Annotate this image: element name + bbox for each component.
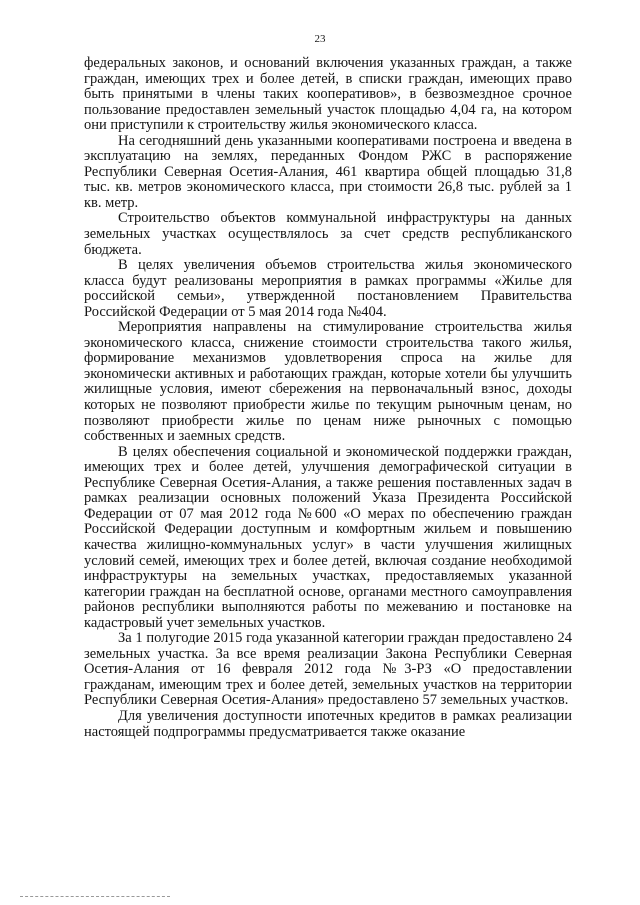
paragraph-3: Строительство объектов коммунальной инфраструктуры на данных земельных участках осуществлялось за счет средств республиканского бюджета. (84, 210, 572, 258)
page-number: 23 (314, 33, 326, 45)
paragraph-4: В целях увеличения объемов строительства жилья экономического класса будут реализованы мероприятия в рамках программы «Жилье для российской семьи», утвержденной постановлением Правительства Российской Федерации от 5 мая 2014 года №404. (84, 257, 572, 320)
footer-scan-line (20, 896, 170, 897)
document-body (84, 56, 572, 740)
paragraph-5: Мероприятия направлены на стимулирование строительства жилья экономического класса, снижение стоимости строительства такого жилья, формирование механизмов удовлетворения спроса на жилье для экономически активных и работающих граждан, которые хотели бы улучшить жилищные условия, имеют сбережения на первоначальный взнос, доходы которых не позволяют приобрести жилье по текущим рыночным ценам, но позволяют приобрести жилье по ценам ниже рыночных с помощью собственных и заемных средств. (84, 319, 572, 445)
paragraph-7: За 1 полугодие 2015 года указанной категории граждан предоставлено 24 земельных участка. За все время реализации Закона Республики Северная Осетия-Алания от 16 февраля 2012 года №3-РЗ «О предоставлении гражданам, имеющим трех и более детей, земельных участков на территории Республики Северная Осетия-Алания» предоставлено 57 земельных участков. (84, 630, 572, 709)
paragraph-8: Для увеличения доступности ипотечных кредитов в рамках реализации настоящей подпрограммы предусматривается также оказание (84, 707, 572, 740)
paragraph-1: федеральных законов, и оснований включения указанных граждан, а также граждан, имеющих трех и более детей, в списки граждан, имеющих право быть принятыми в члены таких кооперативов», в безвозмездное срочное пользование предоставлен земельный участок площадью 4,04 га, на котором они приступили к строительству жилья экономического класса. (84, 55, 572, 134)
paragraph-6: В целях обеспечения социальной и экономической поддержки граждан, имеющих трех и более детей, улучшения демографической ситуации в Республике Северная Осетия-Алания, а также решения поставленных задач в рамках реализации основных положений Указа Президента Российской Федерации от 07 мая 2012 года №600 «О мерах по обеспечению граждан Российской Федерации доступным и комфортным жильем и повышению качества жилищно-коммунальных услуг» в части улучшения жилищных условий семей, имеющих трех и более детей, включая создание необходимой инфраструктуры на земельных участках, предоставляемых указанной категории граждан на бесплатной основе, органами местного самоуправления районов республики выполняются работы по межеванию и постановке на кадастровый учет земельных участков. (84, 443, 572, 631)
paragraph-2: На сегодняшний день указанными кооперативами построена и введена в эксплуатацию на землях, переданных Фондом РЖС в распоряжение Республики Северная Осетия-Алания, 461 квартира общей площадью 31,8 тыс. кв. метров экономического класса, при стоимости 26,8 тыс. рублей за 1 кв. метр. (84, 132, 572, 211)
